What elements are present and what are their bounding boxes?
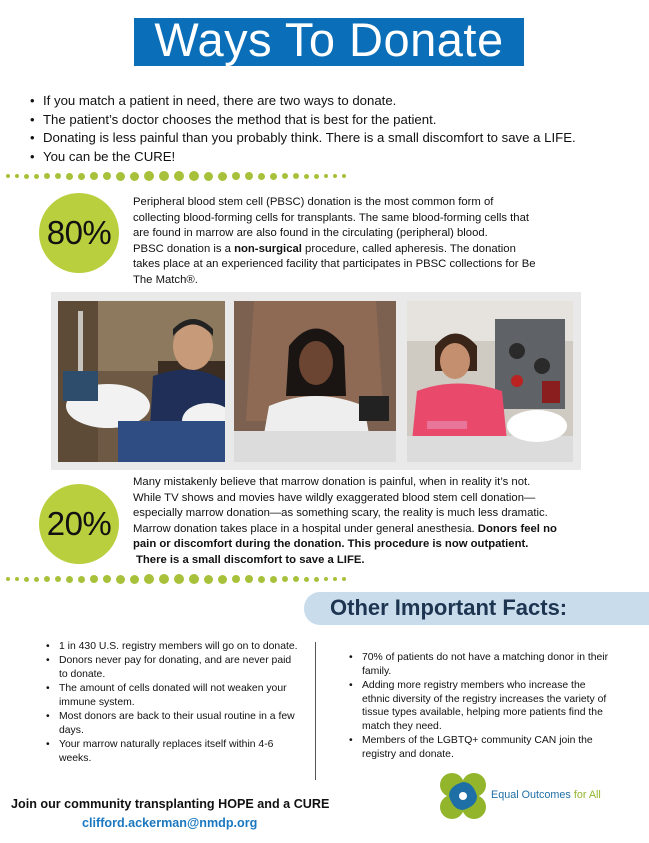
page-title: Ways To Donate [154,13,504,66]
intro-list [43,92,633,166]
marrow-paragraph [133,475,633,569]
donor-photo-woman-apheresis [407,301,573,462]
divider-dot [55,173,61,179]
divider-dot [66,173,73,180]
divider-dot [232,172,240,180]
contact-email-link[interactable]: clifford.ackerman@nmdp.org [82,816,258,830]
divider-dot [90,172,98,180]
divider-dot [44,173,50,179]
facts-title: Other Important Facts: [330,595,568,620]
divider-dot [314,577,319,582]
divider-dot [130,172,139,181]
divider-dot [258,173,265,180]
percent-circle-80 [39,193,119,273]
bold-run: There is a small discomfort to save a LIFE. [136,553,365,566]
intro-bullet: • If you match a patient in need, there are two ways to donate. [43,92,633,111]
dotted-divider [6,169,351,183]
text-line [133,553,633,569]
divider-dot [44,576,50,582]
divider-dot [55,576,61,582]
divider-dot [15,174,19,178]
divider-dot [144,171,154,181]
fact-item: • The amount of cells donated will not weaken your immune system. [59,682,299,709]
divider-dot [304,174,309,179]
divider-dot [130,575,139,584]
divider-dot [270,173,277,180]
text-run: Marrow donation takes place in a hospital under general anesthesia. [133,522,478,535]
divider-dot [232,575,240,583]
divider-dot [103,575,111,583]
divider-dot [6,174,10,178]
divider-dot [78,576,85,583]
intro-bullet: • Donating is less painful than you probably think. There is a small discomfort to save a LIFE. [43,129,633,148]
divider-dot [144,574,154,584]
text-line: takes place at an experienced facility that participates in PBSC collections for Be [133,258,536,271]
divider-dot [90,575,98,583]
text-line [133,242,603,258]
divider-dot [333,577,337,581]
divider-dot [159,171,169,181]
divider-dot [282,173,288,179]
percent-circle-20 [39,484,119,564]
fact-item: • Donors never pay for donating, and are never paid to donate. [59,654,299,681]
divider-dot [78,173,85,180]
divider-dot [324,174,328,178]
divider-dot [333,174,337,178]
divider-dot [174,574,184,584]
divider-dot [189,574,199,584]
donor-photo-woman-chair [234,301,396,462]
text-line: collecting blood-forming cells for transplants. The same blood-forming cells that [133,211,529,224]
divider-dot [293,173,299,179]
divider-dot [15,577,19,581]
divider-dot [304,577,309,582]
photo-strip [51,292,581,470]
percent-label: 20% [46,505,112,542]
bold-run: non-surgical [234,242,302,255]
dotted-divider [6,572,351,586]
percent-label: 80% [46,214,112,251]
logo-text-blue: Equal Outcomes [491,789,574,801]
divider-dot [174,171,184,181]
facts-banner [304,592,649,625]
divider-dot [24,577,29,582]
text-line [133,522,633,538]
divider-dot [324,577,328,581]
divider-dot [204,172,213,181]
text-line: especially marrow donation—as something scary, the reality is much less dramatic. [133,507,548,520]
text-line: Peripheral blood stem cell (PBSC) donation is the most common form of [133,196,494,208]
divider-dot [218,172,227,181]
facts-list-right [362,651,612,762]
logo-text-green: for All [573,789,601,801]
text-run: procedure, called apheresis. The donation [301,242,516,255]
fact-item: • Your marrow naturally replaces itself within 4-6 weeks. [59,738,299,765]
logo-wordmark [491,789,601,801]
divider-dot [103,172,111,180]
divider-dot [342,174,346,178]
divider-dot [218,575,227,584]
donor-photo-man [58,301,225,462]
title-banner [134,13,524,66]
divider-dot [245,575,253,583]
join-tagline: Join our community transplanting HOPE and a CURE [11,797,330,811]
divider-dot [293,576,299,582]
divider-dot [189,171,199,181]
text-line: While TV shows and movies have wildly exaggerated blood stem cell donation— [133,491,536,504]
divider-dot [6,577,10,581]
facts-list-left [59,640,299,766]
intro-bullet: • You can be the CURE! [43,148,633,167]
divider-dot [245,172,253,180]
divider-dot [314,174,319,179]
divider-dot [116,575,125,584]
divider-dot [66,576,73,583]
divider-dot [116,172,125,181]
divider-dot [282,576,288,582]
divider-dot [34,577,39,582]
divider-dot [34,174,39,179]
equal-outcomes-logo [438,771,488,821]
text-run: PBSC donation is a [133,242,235,255]
fact-item: • Most donors are back to their usual routine in a few days. [59,710,299,737]
bold-run: pain or discomfort during the donation. This procedure is now outpatient. [133,538,529,551]
bold-run: Donors feel no [477,522,557,535]
divider-dot [24,174,29,179]
fact-item: • Adding more registry members who increase the ethnic diversity of the registry increases the variety of tissue types available, helping more patients find the match they need. [362,679,612,734]
fact-item: • 70% of patients do not have a matching donor in their family. [362,651,612,678]
text-line: The Match®. [133,273,198,286]
divider-dot [159,574,169,584]
text-line [133,537,633,553]
text-line: Many mistakenly believe that marrow donation is painful, when in reality it’s not. [133,476,531,488]
pbsc-paragraph [133,195,603,289]
intro-bullet: • The patient’s doctor chooses the method that is best for the patient. [43,111,633,130]
divider-dot [342,577,346,581]
divider-dot [258,576,265,583]
divider-dot [270,576,277,583]
column-divider [315,642,316,780]
text-line: are found in marrow are also found in the circulating (peripheral) blood. [133,227,488,240]
fact-item: • Members of the LGBTQ+ community CAN join the registry and donate. [362,734,612,761]
divider-dot [204,575,213,584]
fact-item: • 1 in 430 U.S. registry members will go on to donate. [59,640,299,654]
